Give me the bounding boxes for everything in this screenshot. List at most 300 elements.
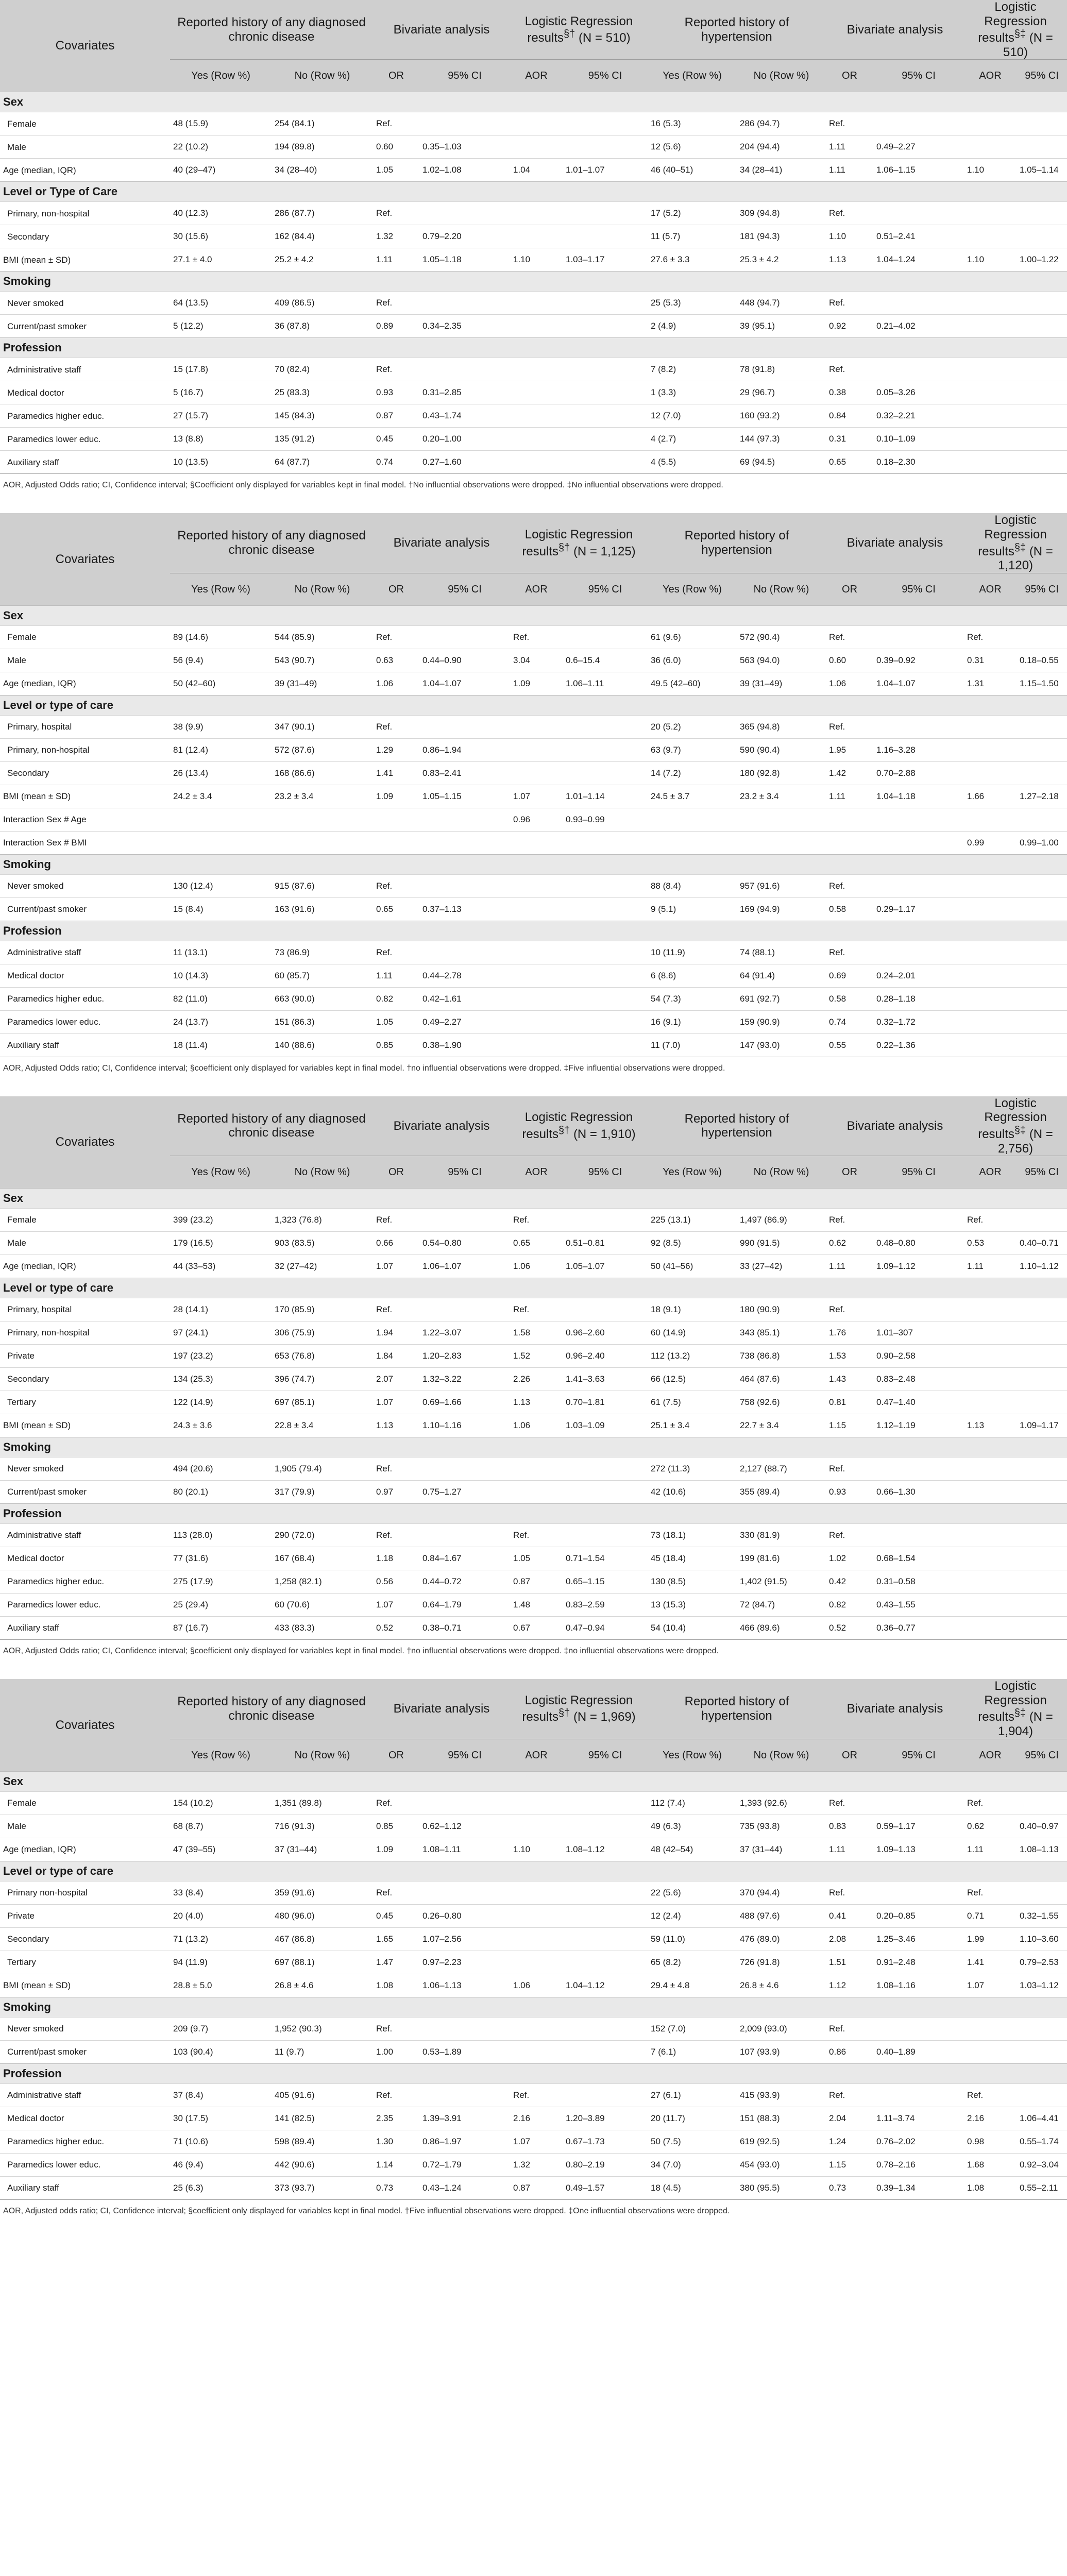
subheader-cell: 95% CI [419, 60, 510, 92]
table-cell: 1.04 [510, 159, 563, 182]
table-cell: 0.73 [826, 2176, 873, 2199]
table-cell: 0.55–2.11 [1017, 2176, 1067, 2199]
table-cell: 18 (11.4) [170, 1033, 272, 1057]
row-label: Female [0, 1209, 170, 1232]
table-row [0, 1209, 1067, 1232]
table-cell [964, 1321, 1017, 1345]
table-cell: 0.45 [373, 1904, 419, 1927]
table-cell: Ref. [964, 1209, 1017, 1232]
table-cell: 0.83–2.41 [419, 761, 510, 785]
table-cell: 0.69–1.66 [419, 1391, 510, 1414]
table-cell [510, 1033, 563, 1057]
table-cell: 0.24–2.01 [873, 964, 964, 987]
table-cell: 71 (13.2) [170, 1927, 272, 1951]
table-cell: Ref. [373, 1791, 419, 1815]
table-cell: 1.06–1.11 [563, 672, 648, 695]
row-label: BMI (mean ± SD) [0, 1974, 170, 1997]
row-label: BMI (mean ± SD) [0, 1414, 170, 1437]
table-cell: 0.40–0.97 [1017, 1815, 1067, 1838]
table-cell: Ref. [826, 1881, 873, 1904]
table-cell: 23.2 ± 3.4 [272, 785, 373, 808]
table-cell: 4 (5.5) [648, 451, 737, 474]
subheader-cell: No (Row %) [737, 1156, 826, 1189]
table-cell: 0.35–1.03 [419, 135, 510, 159]
table-cell: 572 (87.6) [272, 738, 373, 761]
table-cell: 2.16 [510, 2107, 563, 2130]
table-cell [1017, 1481, 1067, 1504]
covariates-header: Covariates [0, 1679, 170, 1771]
table-cell: 0.29–1.17 [873, 897, 964, 921]
table-cell: Ref. [373, 874, 419, 897]
logistic-footnote-marks-2: §‡ [1014, 1124, 1026, 1136]
table-cell: 1.07 [373, 1594, 419, 1617]
table-cell [510, 2017, 563, 2040]
table-cell: 7 (6.1) [648, 2040, 737, 2063]
table-cell: 0.59–1.17 [873, 1815, 964, 1838]
table-cell: 5 (12.2) [170, 315, 272, 338]
table-cell: 359 (91.6) [272, 1881, 373, 1904]
table-cell: 0.65 [373, 897, 419, 921]
subheader-cell: Yes (Row %) [648, 1156, 737, 1189]
table-cell: 37 (8.4) [170, 2083, 272, 2107]
subheader-cell: AOR [510, 1156, 563, 1189]
table-cell: 22.8 ± 3.4 [272, 1414, 373, 1437]
table-cell: 42 (10.6) [648, 1481, 737, 1504]
table-row [0, 404, 1067, 428]
table-cell: 0.66 [373, 1232, 419, 1255]
table-cell [563, 941, 648, 964]
table-cell: 0.31–2.85 [419, 381, 510, 404]
table-cell: 915 (87.6) [272, 874, 373, 897]
table-row [0, 738, 1067, 761]
table-row [0, 202, 1067, 225]
table-cell: 134 (25.3) [170, 1368, 272, 1391]
table-cell: 370 (94.4) [737, 1881, 826, 1904]
table-cell: 63 (9.7) [648, 738, 737, 761]
table-cell: 0.62–1.12 [419, 1815, 510, 1838]
row-label: Primary non-hospital [0, 1881, 170, 1904]
table-cell: 488 (97.6) [737, 1904, 826, 1927]
table-row [0, 897, 1067, 921]
table-cell: 61 (9.6) [648, 625, 737, 649]
section-title: Smoking [0, 1437, 1067, 1458]
table-cell: 25.2 ± 4.2 [272, 248, 373, 272]
table-row [0, 1791, 1067, 1815]
table-cell: 27.6 ± 3.3 [648, 248, 737, 272]
table-cell [563, 2040, 648, 2063]
table-cell: 0.44–0.90 [419, 649, 510, 672]
table-cell: 0.74 [826, 1010, 873, 1033]
section-row [0, 695, 1067, 715]
table-cell [1017, 1547, 1067, 1570]
table-cell: 286 (87.7) [272, 202, 373, 225]
table-cell: Ref. [826, 202, 873, 225]
hypertension-header: Reported history of hypertension [648, 513, 826, 573]
table-cell: 36 (6.0) [648, 649, 737, 672]
table-cell: 0.64–1.79 [419, 1594, 510, 1617]
subheader-cell: AOR [964, 573, 1017, 605]
row-label: Auxiliary staff [0, 451, 170, 474]
table-cell [272, 831, 373, 854]
header-row [0, 1096, 1067, 1156]
table-cell: Ref. [510, 625, 563, 649]
subheader-cell: 95% CI [563, 1739, 648, 1771]
table-cell: 168 (86.6) [272, 761, 373, 785]
table-cell: 1.06–1.13 [419, 1974, 510, 1997]
logistic-footnote-marks-2: §‡ [1014, 28, 1026, 40]
table-cell: 1.01–307 [873, 1321, 964, 1345]
table-cell: 209 (9.7) [170, 2017, 272, 2040]
table-cell [563, 358, 648, 381]
table-cell: 135 (91.2) [272, 428, 373, 451]
table-row [0, 2017, 1067, 2040]
table-cell: 25.3 ± 4.2 [737, 248, 826, 272]
subheader-cell: Yes (Row %) [648, 60, 737, 92]
row-label: Medical doctor [0, 381, 170, 404]
table-cell [419, 808, 510, 831]
table-cell: 24.2 ± 3.4 [170, 785, 272, 808]
table-cell: 0.86–1.97 [419, 2130, 510, 2153]
table-cell: 38 (9.9) [170, 715, 272, 738]
row-label: Paramedics lower educ. [0, 1594, 170, 1617]
table-cell: 1.11 [964, 1255, 1017, 1278]
section-title: Level or type of care [0, 1861, 1067, 1881]
table-cell: 1.13 [964, 1414, 1017, 1437]
section-row [0, 605, 1067, 625]
table-cell: 0.84 [826, 404, 873, 428]
table-cell: 0.65–1.15 [563, 1570, 648, 1594]
table-cell: 122 (14.9) [170, 1391, 272, 1414]
header-row [0, 513, 1067, 573]
table-cell: 0.05–3.26 [873, 381, 964, 404]
table-row [0, 292, 1067, 315]
table-cell: 1.06 [510, 1974, 563, 1997]
table-cell: 1.05–1.14 [1017, 159, 1067, 182]
table-cell: 46 (40–51) [648, 159, 737, 182]
subheader-cell: OR [826, 1739, 873, 1771]
table-cell [1017, 1321, 1067, 1345]
regression-table [0, 0, 1067, 499]
table-cell: 1.11 [373, 964, 419, 987]
table-cell: 130 (12.4) [170, 874, 272, 897]
table-row [0, 2153, 1067, 2176]
table-cell [964, 1458, 1017, 1481]
table-cell: 97 (24.1) [170, 1321, 272, 1345]
logistic-footnote-marks-2: §‡ [1014, 1707, 1026, 1719]
row-label: Private [0, 1345, 170, 1368]
table-cell: 4 (2.7) [648, 428, 737, 451]
table-cell: 0.93 [826, 1481, 873, 1504]
table-cell: 7 (8.2) [648, 358, 737, 381]
table-gap [0, 1082, 1067, 1096]
table-cell [563, 1033, 648, 1057]
table-cell [873, 292, 964, 315]
table-cell: 2 (4.9) [648, 315, 737, 338]
table-cell [1017, 358, 1067, 381]
table-cell: 64 (13.5) [170, 292, 272, 315]
table-cell: 399 (23.2) [170, 1209, 272, 1232]
table-cell: 16 (9.1) [648, 1010, 737, 1033]
table-cell: 48 (15.9) [170, 112, 272, 135]
table-row [0, 2040, 1067, 2063]
row-label: Primary, non-hospital [0, 202, 170, 225]
table-cell: 0.70–2.88 [873, 761, 964, 785]
table-cell: 0.22–1.36 [873, 1033, 964, 1057]
table-cell [1017, 1458, 1067, 1481]
table-row [0, 225, 1067, 248]
table-cell [964, 315, 1017, 338]
table-cell: 0.10–1.09 [873, 428, 964, 451]
table-cell [510, 292, 563, 315]
subheader-cell: No (Row %) [737, 1739, 826, 1771]
table-cell: 1.32 [510, 2153, 563, 2176]
row-label: Paramedics higher educ. [0, 2130, 170, 2153]
bivariate-header-2: Bivariate analysis [826, 1679, 964, 1739]
table-cell: 170 (85.9) [272, 1298, 373, 1321]
table-cell: 3.04 [510, 649, 563, 672]
table-cell [873, 202, 964, 225]
table-cell: Ref. [964, 1791, 1017, 1815]
table-cell [964, 1481, 1017, 1504]
subheader-cell: AOR [964, 60, 1017, 92]
table-cell: 180 (92.8) [737, 761, 826, 785]
table-cell: 1.10 [964, 248, 1017, 272]
table-cell [510, 987, 563, 1010]
table-cell: 81 (12.4) [170, 738, 272, 761]
table-cell [964, 404, 1017, 428]
table-cell: 26.8 ± 4.6 [737, 1974, 826, 1997]
table-cell: 1.14 [373, 2153, 419, 2176]
table-cell [964, 1033, 1017, 1057]
table-cell: 1.11 [826, 1838, 873, 1861]
table-row [0, 451, 1067, 474]
row-label: Never smoked [0, 1458, 170, 1481]
table-cell [419, 202, 510, 225]
table-cell: 112 (7.4) [648, 1791, 737, 1815]
table-cell [563, 1904, 648, 1927]
logistic-title: Logistic Regression results [522, 527, 633, 558]
table-cell [419, 625, 510, 649]
table-cell [563, 112, 648, 135]
table-cell: 1.66 [964, 785, 1017, 808]
table-row [0, 1232, 1067, 1255]
table-cell: 254 (84.1) [272, 112, 373, 135]
table-cell: 1.06 [510, 1414, 563, 1437]
row-label: Never smoked [0, 292, 170, 315]
table-cell [873, 112, 964, 135]
row-label: Auxiliary staff [0, 1033, 170, 1057]
table-cell: 0.70–1.81 [563, 1391, 648, 1414]
table-cell [1017, 225, 1067, 248]
subheader-cell: AOR [510, 1739, 563, 1771]
table-cell: Ref. [826, 1298, 873, 1321]
table-cell: 1.43 [826, 1368, 873, 1391]
table-cell: 0.39–0.92 [873, 649, 964, 672]
table-cell [563, 1481, 648, 1504]
table-cell: 15 (8.4) [170, 897, 272, 921]
table-cell [1017, 381, 1067, 404]
covariates-header: Covariates [0, 513, 170, 605]
table-cell [1017, 451, 1067, 474]
table-cell: 45 (18.4) [648, 1547, 737, 1570]
table-cell: 0.78–2.16 [873, 2153, 964, 2176]
section-row [0, 2063, 1067, 2083]
table-cell: Ref. [373, 1298, 419, 1321]
table-cell: 180 (90.9) [737, 1298, 826, 1321]
table-cell: 543 (90.7) [272, 649, 373, 672]
table-cell: 990 (91.5) [737, 1232, 826, 1255]
table-row [0, 2176, 1067, 2199]
section-row [0, 854, 1067, 874]
table-cell: 1.32 [373, 225, 419, 248]
table-cell: 0.18–0.55 [1017, 649, 1067, 672]
subheader-cell: 95% CI [1017, 573, 1067, 605]
table-cell [873, 625, 964, 649]
table-cell: 0.67–1.73 [563, 2130, 648, 2153]
logistic-footnote-marks: §† [558, 1124, 570, 1136]
table-cell [1017, 761, 1067, 785]
table-cell [873, 1209, 964, 1232]
table-cell: 275 (17.9) [170, 1570, 272, 1594]
table-cell: 71 (10.6) [170, 2130, 272, 2153]
table-cell: 11 (5.7) [648, 225, 737, 248]
table-cell: 0.96–2.60 [563, 1321, 648, 1345]
table-cell: 1,952 (90.3) [272, 2017, 373, 2040]
table-cell: 0.99–1.00 [1017, 831, 1067, 854]
table-cell [964, 738, 1017, 761]
row-label: Male [0, 649, 170, 672]
table-cell [419, 1524, 510, 1547]
table-row [0, 1570, 1067, 1594]
table-cell: 653 (76.8) [272, 1345, 373, 1368]
table-cell: 433 (83.3) [272, 1617, 373, 1640]
table-cell: 1.41–3.63 [563, 1368, 648, 1391]
logistic-n: (N = 510) [578, 31, 631, 45]
table-cell [1017, 1617, 1067, 1640]
table-row [0, 874, 1067, 897]
table-cell: 37 (31–44) [272, 1838, 373, 1861]
table-cell: 1.10–1.12 [1017, 1255, 1067, 1278]
table-cell: 0.49–1.57 [563, 2176, 648, 2199]
table-cell: 179 (16.5) [170, 1232, 272, 1255]
table-cell: 467 (86.8) [272, 1927, 373, 1951]
table-cell: 1.04–1.12 [563, 1974, 648, 1997]
table-cell: 49.5 (42–60) [648, 672, 737, 695]
table-cell: 0.60 [373, 135, 419, 159]
row-label: Auxiliary staff [0, 2176, 170, 2199]
table-cell [964, 451, 1017, 474]
table-cell: 0.97 [373, 1481, 419, 1504]
logistic-n-2: (N = 2,756) [997, 1127, 1053, 1156]
table-cell [563, 2017, 648, 2040]
table-cell: 1.20–2.83 [419, 1345, 510, 1368]
table-cell: Ref. [964, 1881, 1017, 1904]
row-label: Paramedics lower educ. [0, 428, 170, 451]
table-cell: Ref. [510, 1524, 563, 1547]
table-cell: 1.16–3.28 [873, 738, 964, 761]
section-row [0, 1771, 1067, 1791]
subheader-cell: OR [373, 60, 419, 92]
table-cell [964, 1391, 1017, 1414]
table-cell: 11 (7.0) [648, 1033, 737, 1057]
table-cell: Ref. [826, 625, 873, 649]
table-row [0, 1391, 1067, 1414]
table-cell: 590 (90.4) [737, 738, 826, 761]
table-cell [419, 1209, 510, 1232]
table-cell: 1.11 [964, 1838, 1017, 1861]
table-cell: 1,351 (89.8) [272, 1791, 373, 1815]
table-cell: 0.28–1.18 [873, 987, 964, 1010]
row-label: Primary, hospital [0, 1298, 170, 1321]
table-cell: 68 (8.7) [170, 1815, 272, 1838]
subheader-cell: Yes (Row %) [170, 1739, 272, 1771]
table-cell [563, 1927, 648, 1951]
table-cell [510, 404, 563, 428]
table-cell: 1.05 [373, 159, 419, 182]
table-cell: 0.76–2.02 [873, 2130, 964, 2153]
table-cell [873, 1881, 964, 1904]
table-cell: 1.07 [373, 1255, 419, 1278]
table-cell: 77 (31.6) [170, 1547, 272, 1570]
table-cell [419, 831, 510, 854]
table-cell: 1.12–1.19 [873, 1414, 964, 1437]
table-cell [563, 831, 648, 854]
table-cell [419, 874, 510, 897]
table-cell: 2,127 (88.7) [737, 1458, 826, 1481]
table-cell: 563 (94.0) [737, 649, 826, 672]
bivariate-header: Bivariate analysis [373, 0, 510, 60]
table-cell [510, 451, 563, 474]
table-cell [510, 1481, 563, 1504]
table-cell: 697 (88.1) [272, 1951, 373, 1974]
table-cell: 23.2 ± 3.4 [737, 785, 826, 808]
table-cell [563, 964, 648, 987]
table-cell [563, 381, 648, 404]
table-cell: 355 (89.4) [737, 1481, 826, 1504]
table-cell: 0.83–2.59 [563, 1594, 648, 1617]
table-cell [873, 1524, 964, 1547]
table-cell: 34 (7.0) [648, 2153, 737, 2176]
table-cell [1017, 987, 1067, 1010]
table-cell: 480 (96.0) [272, 1904, 373, 1927]
table-row [0, 1881, 1067, 1904]
table-cell: 0.63 [373, 649, 419, 672]
table-cell [964, 941, 1017, 964]
logistic-header [510, 0, 648, 60]
table-cell: 10 (14.3) [170, 964, 272, 987]
table-cell [964, 1547, 1017, 1570]
section-row [0, 92, 1067, 112]
table-cell: 1.04–1.18 [873, 785, 964, 808]
table-cell [510, 428, 563, 451]
table-cell: 0.31 [826, 428, 873, 451]
table-cell: 25 (6.3) [170, 2176, 272, 2199]
table-cell [563, 715, 648, 738]
table-cell: 0.52 [373, 1617, 419, 1640]
table-cell [1017, 202, 1067, 225]
table-cell: 20 (5.2) [648, 715, 737, 738]
table-cell: 151 (88.3) [737, 2107, 826, 2130]
table-cell: 0.40–0.71 [1017, 1232, 1067, 1255]
table-cell: 1.76 [826, 1321, 873, 1345]
table-cell: 1.06 [826, 672, 873, 695]
table-cell [510, 358, 563, 381]
table-cell: 59 (11.0) [648, 1927, 737, 1951]
table-cell [563, 897, 648, 921]
table-cell: 0.92 [826, 315, 873, 338]
row-label: Male [0, 135, 170, 159]
header-row [0, 0, 1067, 60]
